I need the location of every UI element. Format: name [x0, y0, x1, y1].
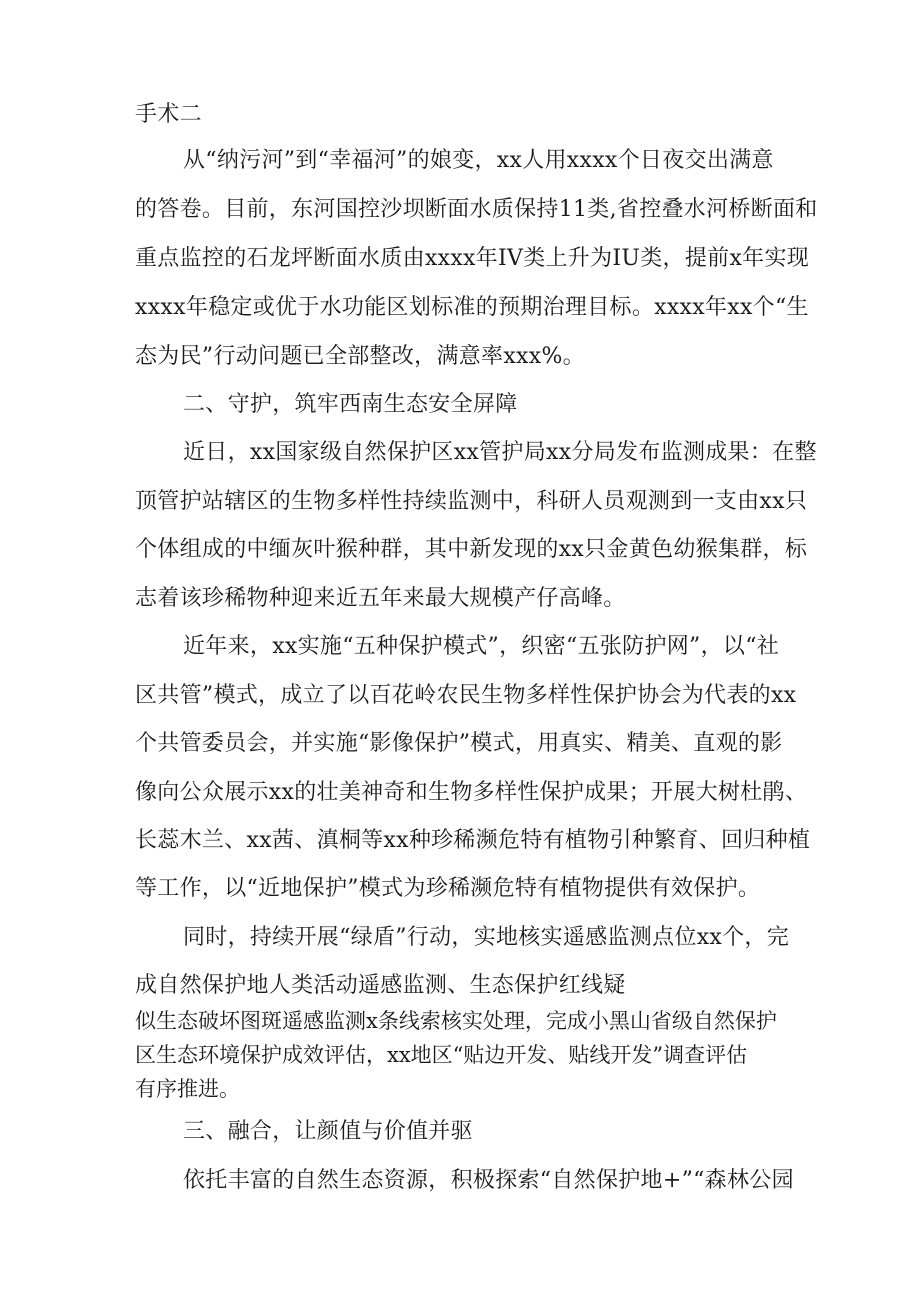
paragraph-line: 有序推进。	[135, 1077, 240, 1101]
paragraph-line: 近年来，xx实施“五种保护模式”，织密“五张防护网”，以“社	[183, 634, 780, 659]
paragraph-line: 顶管护站辖区的生物多样性持续监测中，科研人员观测到一支由xx只	[135, 489, 808, 514]
paragraph-line: 区生态环境保护成效评估，xx地区“贴边开发、贴线开发”调查评估	[135, 1043, 748, 1067]
paragraph-line: 个体组成的中缅灰叶猴种群，其中新发现的xx只金黄色幼猴集群，标	[135, 537, 808, 562]
paragraph-line: 重点监控的石龙坪断面水质由xxxx年IV类上升为IU类，提前x年实现	[135, 246, 810, 271]
paragraph-line: 态为民”行动问题已全部整改，满意率xxx%。	[135, 344, 585, 369]
paragraph-line: 成自然保护地人类活动遥感监测、生态保护红线疑	[135, 973, 626, 998]
paragraph-line: 的答卷。目前，东河国控沙坝断面水质保持11类,省控叠水河桥断面和	[135, 197, 818, 222]
paragraph-line: 长蕊木兰、xx茜、滇桐等xx种珍稀濒危特有植物引种繁育、回归种植	[135, 828, 811, 853]
paragraph-line: 志着该珍稀物种迎来近五年来最大规模产仔高峰。	[135, 586, 626, 611]
section-heading: 手术二	[135, 102, 202, 127]
paragraph-line: 像向公众展示xx的壮美神奇和生物多样性保护成果；开展大树杜鹃、	[135, 780, 808, 805]
paragraph-line: 从“纳污河”到“幸福河”的娘变，xx人用xxxx个日夜交出满意	[183, 148, 774, 173]
paragraph-line: xxxx年稳定或优于水功能区划标准的预期治理目标。xxxx年xx个“生	[135, 295, 809, 320]
paragraph-line: 近日，xx国家级自然保护区xx管护局xx分局发布监测成果：在整	[183, 440, 817, 465]
paragraph-line: 依托丰富的自然生态资源，积极探索“自然保护地+”“森林公园	[183, 1168, 794, 1193]
paragraph-line: 等工作，以“近地保护”模式为珍稀濒危特有植物提供有效保护。	[135, 876, 761, 901]
paragraph-line: 同时，持续开展“绿盾”行动，实地核实遥感监测点位xx个，完	[183, 925, 790, 950]
paragraph-line: 个共管委员会，并实施“影像保护”模式，用真实、精美、直观的影	[135, 731, 783, 756]
paragraph-line: 区共管”模式，成立了以百花岭农民生物多样性保护协会为代表的xx	[135, 683, 797, 708]
section-heading: 三、融合，让颜值与价值并驱	[183, 1119, 473, 1144]
section-heading: 二、守护，筑牢西南生态安全屏障	[183, 392, 518, 417]
paragraph-line: 似生态破坏图斑遥感监测x条线索核实处理，完成小黑山省级自然保护	[135, 1009, 777, 1033]
